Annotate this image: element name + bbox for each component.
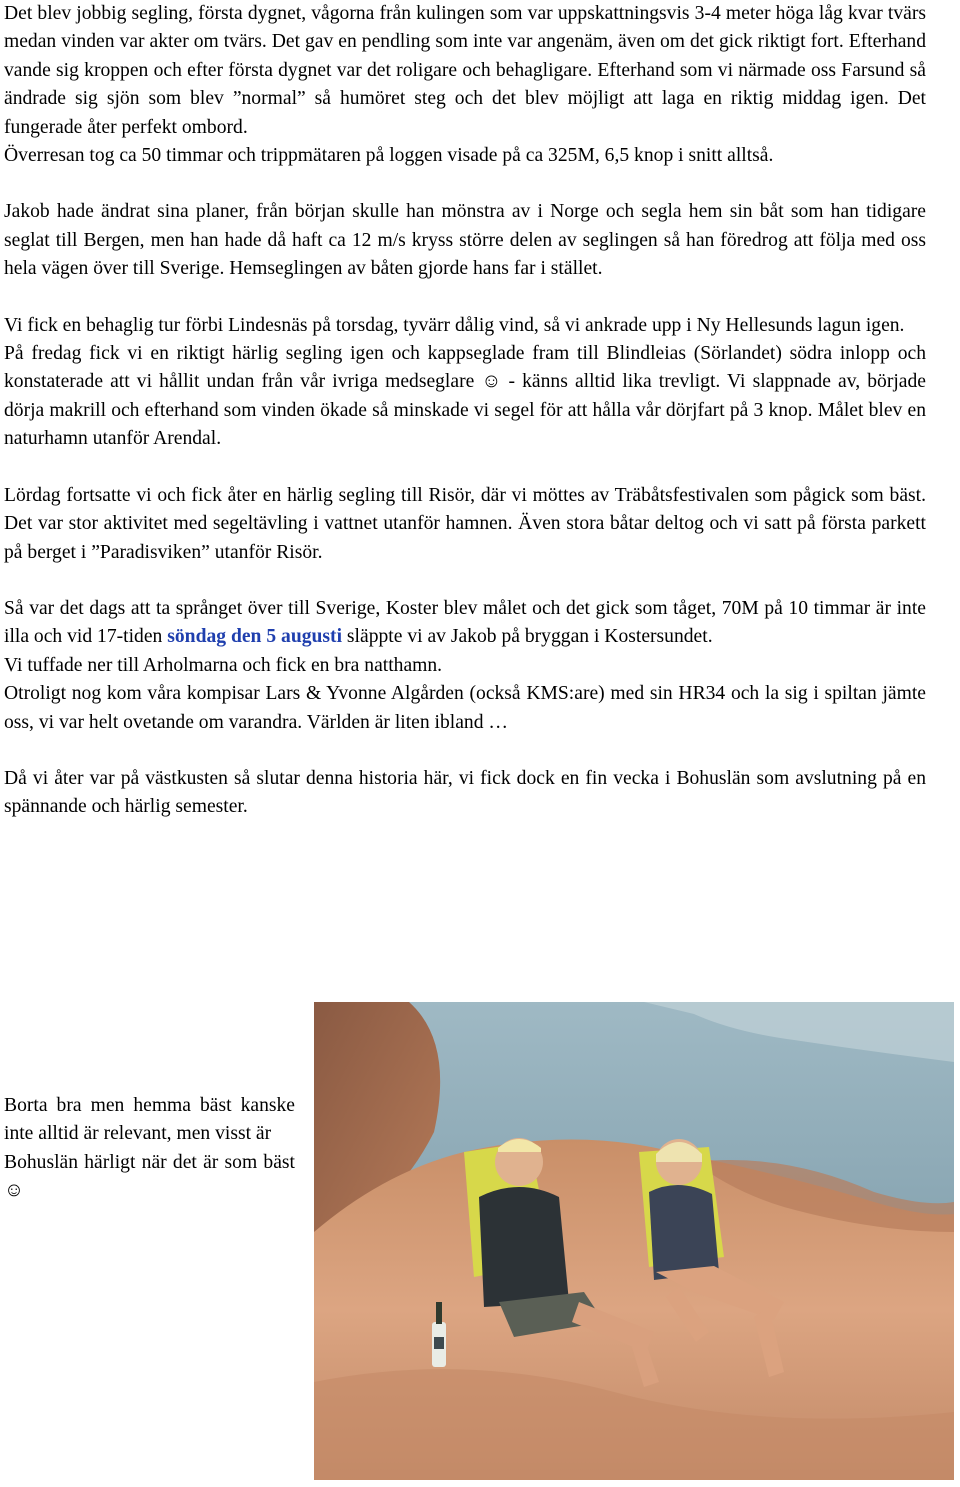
photo-couple-on-rocks: [314, 1002, 954, 1480]
paragraph-lordag: Lördag fortsatte vi och fick åter en härlig segling till Risör, där vi möttes av Träbåtsfestivalen som pågick som bäst. Det var stor aktivitet med segeltävling i vattnet utanför hamnen. Även stora båtar deltog och vi satt på första parkett på berget i ”Paradisviken” utanför Risör.: [4, 484, 926, 563]
paragraph-sverige-start: Så var det dags att ta språnget över till Sverige, Koster blev målet och det gick som tåget, 70M på 10 timmar är inte illa och vid 17-tiden: [4, 597, 926, 648]
paragraph-crossing: Det blev jobbig segling, första dygnet, vågorna från kulingen som var uppskattningsvis 3-4 meter höga låg kvar tvärs medan vinden var akter om tvärs. Det gav en pendling som inte var angenäm, även om det gick riktigt fort. Efterhand vande sig kroppen och efter första dygnet var det roligare och behagligare. Efterhand som vi närmade oss Farsund så ändrade sig sjön som blev ”normal” så humöret steg och det blev möjligt att laga en riktig middag igen. Det fungerade åter perfekt ombord.: [4, 3, 926, 138]
paragraph-overresan: Överresan tog ca 50 timmar och trippmätaren på loggen visade på ca 325M, 6,5 knop i snitt alltså.: [4, 145, 774, 167]
caption-line-1: Borta bra men hemma bäst kanske inte alltid är relevant, men visst är: [4, 1095, 295, 1145]
paragraph-arholmarna: Vi tuffade ner till Arholmarna och fick en bra natthamn.: [4, 654, 443, 676]
paragraph-fredag: På fredag fick vi en riktigt härlig segling igen och kappseglade fram till Blindleias (Sörlandet) södra inlopp och konstaterade att vi hållit undan från vår ivriga medseglare ☺ - känns alltid lika trevligt. Vi slappnade av, började dörja makrill och efterhand som vinden ökade så minskade vi segel för att hålla vår dörjfart på 3 knop. Målet blev en naturhamn utanför Arendal.: [4, 343, 926, 450]
paragraph-sverige: [4, 595, 926, 652]
photo-caption: [4, 1092, 295, 1206]
paragraph-sverige-end: släppte vi av Jakob på bryggan i Kostersundet.: [342, 626, 713, 648]
man-shirt: [479, 1187, 569, 1307]
paragraph-lindesnas: Vi fick en behaglig tur förbi Lindesnäs på torsdag, tyvärr dålig vind, så vi ankrade upp i Ny Hellesunds lagun igen.: [4, 314, 905, 336]
caption-line-2: Bohuslän härligt när det är som bäst ☺: [4, 1151, 295, 1202]
paragraph-jakob: Jakob hade ändrat sina planer, från början skulle han mönstra av i Norge och segla hem sin båt som han tidigare seglat till Bergen, men han hade då haft ca 12 m/s kryss större delen av seglingen så han föredrog att följa med oss hela vägen över till Sverige. Hemseglingen av båten gjorde hans far i stället.: [4, 201, 926, 280]
date-highlight: söndag den 5 augusti: [167, 626, 343, 648]
paragraph-kompisar: Otroligt nog kom våra kompisar Lars & Yvonne Algården (också KMS:are) med sin HR34 och la sig i spiltan jämte oss, vi var helt ovetande om varandra. Världen är liten ibland …: [4, 683, 926, 733]
paragraph-avslutning: Då vi åter var på västkusten så slutar denna historia här, vi fick dock en fin vecka i Bohuslän som avslutning på en spännande och härlig semester.: [4, 767, 926, 818]
document-body: [4, 0, 926, 822]
photo-illustration: [314, 1002, 954, 1480]
woman-shirt: [649, 1185, 719, 1280]
